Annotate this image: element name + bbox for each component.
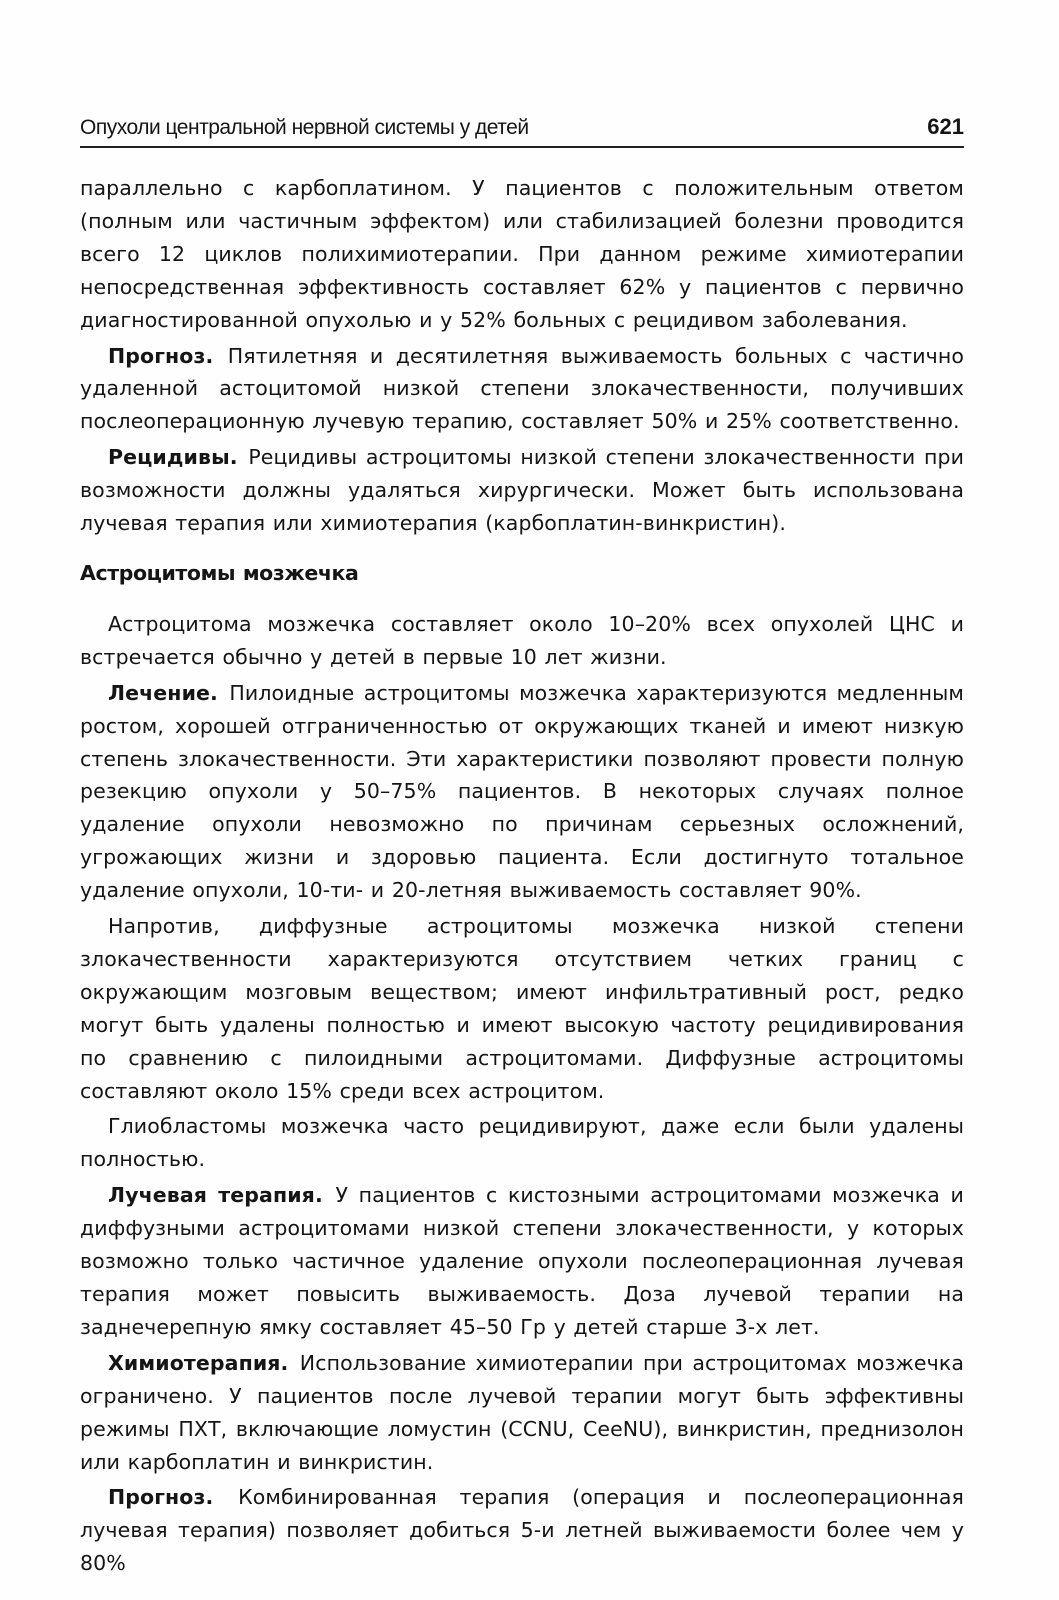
- running-title: Опухоли центральной нервной системы у детей: [80, 116, 529, 139]
- paragraph-continuation: параллельно с карбоплатином. У пациентов с положительным ответом (полным или частичным эффектом) или стабилизацией болезни проводится всего 12 циклов полихимиотерапии. При данном режиме химиотерапии непосредственная эффективность составляет 62% у пациентов с первично диагностированной опухолью и у 52% больных с рецидивом заболевания.: [80, 176, 964, 332]
- body-text: [80, 172, 964, 1583]
- paragraph-lead: Химиотерапия.: [108, 1350, 289, 1375]
- paragraph-lead: Лучевая терапия.: [108, 1183, 323, 1208]
- section-heading: Астроцитомы мозжечка: [80, 560, 359, 585]
- paragraph-text: Комбинированная терапия (операция и послеоперационная лучевая терапия) позволяет добиться 5-и летней выживаемости более чем у 80%: [80, 1485, 964, 1576]
- paragraph-text: У пациентов с кистозными астроцитомами мозжечка и диффузными астроцитомами низкой степени злокачественности, у которых возможно только частичное удаление опухоли послеоперационная лучевая терапия может повысить выживаемость. Доза лучевой терапии на заднечерепную ямку составляет 45–50 Гр у детей старше 3-х лет.: [80, 1183, 964, 1339]
- paragraph-radiotherapy: [80, 1179, 964, 1344]
- paragraph-text: Пилоидные астроцитомы мозжечка характеризуются медленным ростом, хорошей отграниченностью от окружающих тканей и имеют низкую степень злокачественности. Эти характеристики позволяют провести полную резекцию опухоли у 50–75% пациентов. В некоторых случаях полное удаление опухоли невозможно по причинам серьезных осложнений, угрожающих жизни и здоровью пациента. Если достигнуто тотальное удаление опухоли, 10-ти- и 20-летняя выживаемость составляет 90%.: [80, 680, 964, 903]
- page-number: 621: [927, 114, 964, 139]
- paragraph-lead: Прогноз.: [108, 343, 214, 368]
- paragraph-diffuse: Напротив, диффузные астроцитомы мозжечка низкой степени злокачественности характеризуются отсутствием четких границ с окружающим мозговым веществом; имеют инфильтративный рост, редко могут быть удалены полностью и имеют высокую частоту рецидивирования по сравнению с пилоидными астроцитомами. Диффузные астроцитомы составляют около 15% среди всех астроцитом.: [80, 914, 964, 1103]
- paragraph-intro: Астроцитома мозжечка составляет около 10–20% всех опухолей ЦНС и встречается обычно у детей в первые 10 лет жизни.: [80, 611, 964, 669]
- paragraph-prognosis: [80, 340, 964, 439]
- paragraph-text: Рецидивы астроцитомы низкой степени злокачественности при возможности должны удаляться хирургически. Может быть использована лучевая терапия или химиотерапия (карбоплатин-винкристин).: [80, 445, 964, 536]
- paragraph-chemotherapy: [80, 1347, 964, 1479]
- paragraph-relapses: [80, 441, 964, 540]
- paragraph-text: Использование химиотерапии при астроцитомах мозжечка ограничено. У пациентов после лучевой терапии могут быть эффективны режимы ПХТ, включающие ломустин (CCNU, CeeNU), винкристин, преднизолон или карбоплатин и винкристин.: [80, 1350, 964, 1474]
- paragraph-prognosis-2: [80, 1481, 964, 1580]
- paragraph-lead: Лечение.: [108, 680, 218, 705]
- paragraph-text: Пятилетняя и десятилетняя выживаемость больных с частично удаленной астоцитомой низкой степени злокачественности, получивших послеоперационную лучевую терапию, составляет 50% и 25% соответственно.: [80, 343, 964, 434]
- running-header: [80, 112, 964, 148]
- paragraph-lead: Рецидивы.: [108, 445, 238, 470]
- paragraph-treatment: [80, 677, 964, 907]
- paragraph-lead: Прогноз.: [108, 1485, 214, 1510]
- paragraph-glioblastoma: Глиобластомы мозжечка часто рецидивируют, даже если были удалены полностью.: [80, 1114, 964, 1172]
